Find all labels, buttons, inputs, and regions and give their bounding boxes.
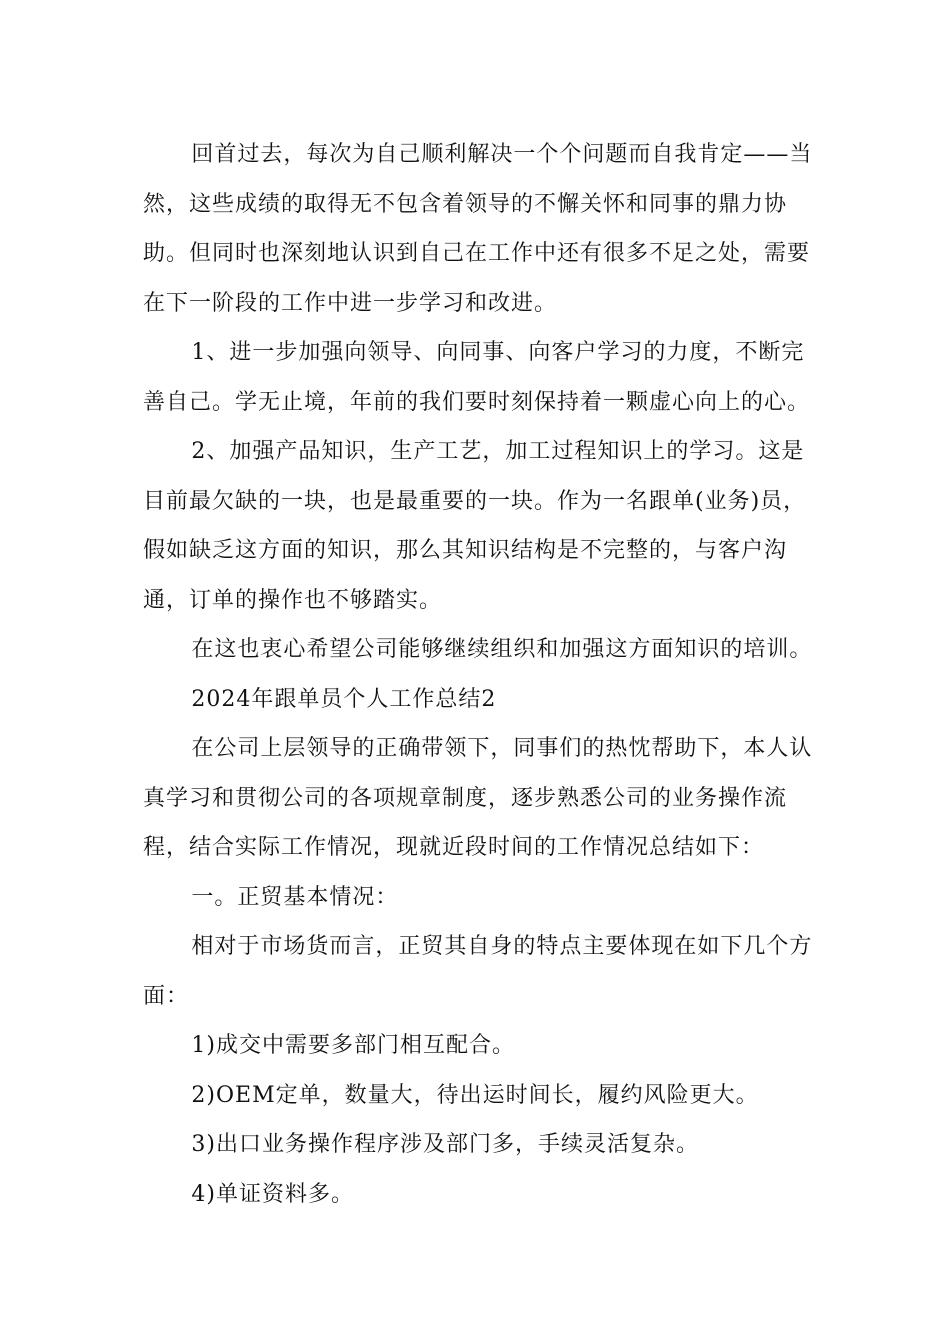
paragraph-point-1: 1、进一步加强向领导、向同事、向客户学习的力度，不断完善自己。学无止境，年前的我们要时刻保持着一颗虚心向上的心。: [143, 340, 811, 415]
paragraph-training-hope: 在这也衷心希望公司能够继续组织和加强这方面知识的培训。: [191, 637, 813, 662]
paragraph-point-2: 2、加强产品知识，生产工艺，加工过程知识上的学习。这是目前最欠缺的一块，也是最重要的一块。作为一名跟单(业务)员，假如缺乏这方面的知识，那么其知识结构是不完整的，与客户沟通，订单的操作也不够踏实。: [143, 439, 807, 613]
paragraph-reflection: 回首过去，每次为自己顺利解决一个个问题而自我肯定——当然，这些成绩的取得无不包含着领导的不懈关怀和同事的鼎力协助。但同时也深刻地认识到自己在工作中还有很多不足之处，需要在下一阶段的工作中进一步学习和改进。: [143, 142, 813, 316]
document-body: [143, 130, 813, 1219]
list-item-1: 1)成交中需要多部门相互配合。: [191, 1033, 515, 1058]
paragraph-introduction: 在公司上层领导的正确带领下，同事们的热忱帮助下，本人认真学习和贯彻公司的各项规章制度，逐步熟悉公司的业务操作流程，结合实际工作情况，现就近段时间的工作情况总结如下：: [143, 736, 813, 860]
list-item-2: 2)OEM定单，数量大，待出运时间长，履约风险更大。: [191, 1082, 759, 1108]
list-item-4: 4)单证资料多。: [191, 1181, 354, 1207]
subheading-basic-situation: 一。正贸基本情况：: [191, 884, 399, 910]
list-item-3: 3)出口业务操作程序涉及部门多，手续灵活复杂。: [191, 1132, 699, 1157]
section-heading: 2024年跟单员个人工作总结2: [191, 686, 497, 712]
paragraph-characteristics: 相对于市场货而言，正贸其自身的特点主要体现在如下几个方面：: [143, 934, 813, 1009]
